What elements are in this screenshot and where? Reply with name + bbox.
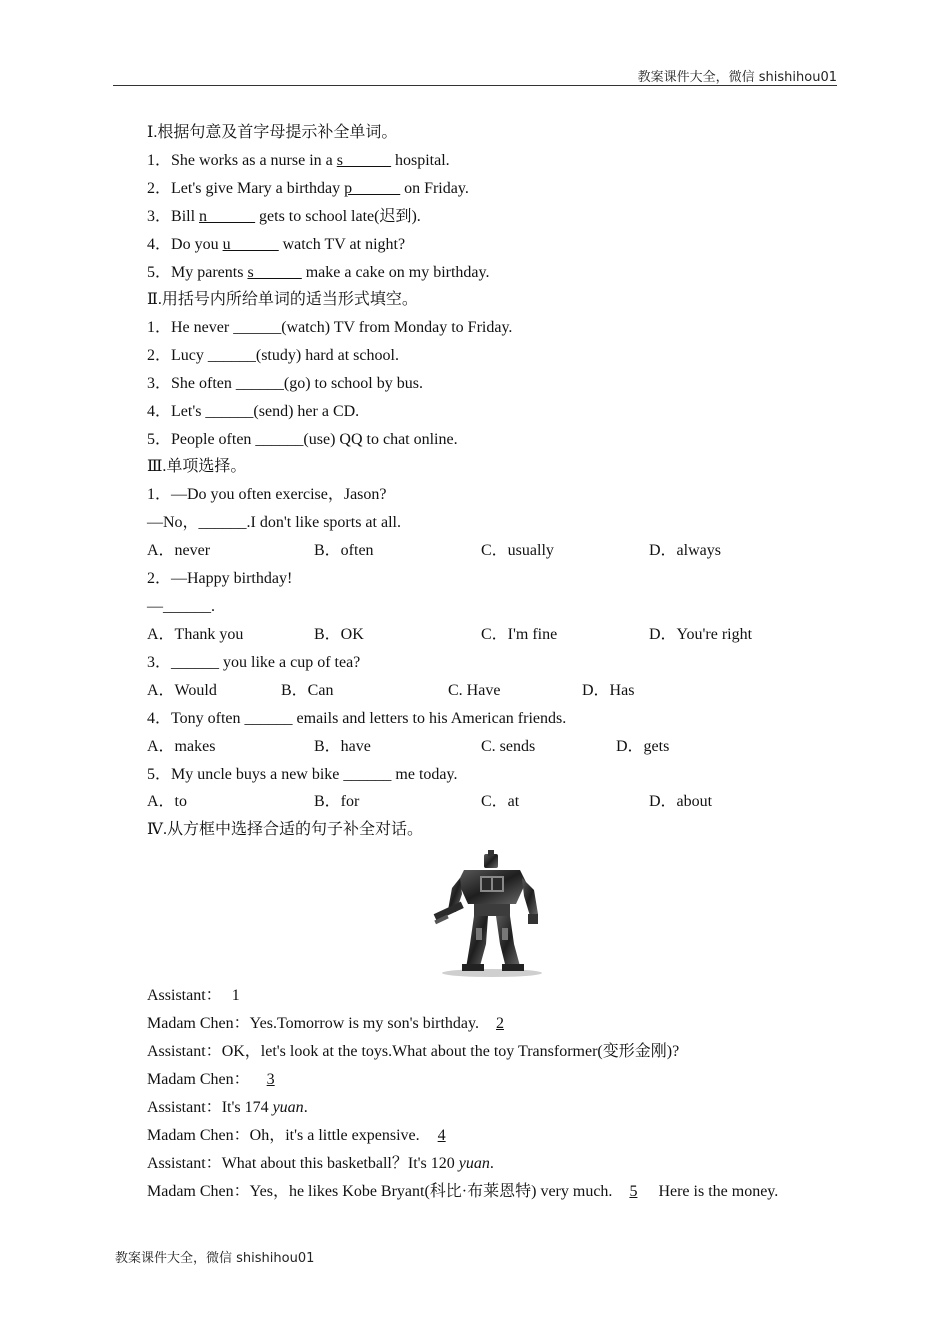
dialogue-line-4: Madam Chen： 3 bbox=[147, 1071, 275, 1088]
q2-option-b: B．OK bbox=[314, 626, 364, 643]
s2-item-4: 4．Let's ______(send) her a CD. bbox=[147, 403, 360, 420]
dialogue-line-2: Madam Chen：Yes.Tomorrow is my son's birthday. 2 bbox=[147, 1015, 504, 1032]
q1-option-b: B．often bbox=[314, 542, 374, 559]
section4-title: Ⅳ.从方框中选择合适的句子补全对话。 bbox=[147, 821, 423, 838]
s1-item-2: 2．Let's give Mary a birthday p______ on Friday. bbox=[147, 180, 469, 197]
footer-text: 教案课件大全，微信 shishihou01 bbox=[115, 1251, 315, 1266]
q3-option-a: A．Would bbox=[147, 682, 217, 699]
dialogue-line-1: Assistant： 1 bbox=[147, 987, 240, 1004]
q1-option-a: A．never bbox=[147, 542, 211, 559]
s1-item-4: 4．Do you u______ watch TV at night? bbox=[147, 236, 406, 253]
section1-title: Ⅰ.根据句意及首字母提示补全单词。 bbox=[147, 124, 398, 141]
q1-option-c: C．usually bbox=[481, 542, 554, 559]
q3-option-c: C. Have bbox=[448, 682, 501, 699]
transformer-robot-image bbox=[430, 848, 550, 978]
s1-item-3: 3．Bill n______ gets to school late(迟到). bbox=[147, 208, 421, 225]
header-rule bbox=[113, 85, 837, 86]
q5-option-a: A．to bbox=[147, 793, 188, 810]
q2-stem: 2．—Happy birthday! bbox=[147, 570, 293, 587]
section3-title: Ⅲ.单项选择。 bbox=[147, 458, 247, 475]
dialogue-line-6: Madam Chen：Oh，it's a little expensive. 4 bbox=[147, 1127, 446, 1144]
q4-option-b: B．have bbox=[314, 738, 371, 755]
q5-option-d: D．about bbox=[649, 793, 713, 810]
q2-option-a: A．Thank you bbox=[147, 626, 244, 643]
s2-item-5: 5．People often ______(use) QQ to chat online. bbox=[147, 431, 458, 448]
s1-item-1: 1．She works as a nurse in a s______ hospital. bbox=[147, 152, 450, 169]
q4-option-a: A．makes bbox=[147, 738, 216, 755]
q4-option-c: C. sends bbox=[481, 738, 536, 755]
dialogue-line-7: Assistant：What about this basketball？It's 120 yuan. bbox=[147, 1155, 494, 1172]
q1-reply: —No，______.I don't like sports at all. bbox=[147, 514, 401, 531]
section2-title: Ⅱ.用括号内所给单词的适当形式填空。 bbox=[147, 291, 418, 308]
q4-stem: 4．Tony often ______ emails and letters to his American friends. bbox=[147, 710, 567, 727]
q1-option-d: D．always bbox=[649, 542, 721, 559]
q3-option-d: D．Has bbox=[582, 682, 635, 699]
s2-item-2: 2．Lucy ______(study) hard at school. bbox=[147, 347, 399, 364]
q2-option-d: D．You're right bbox=[649, 626, 753, 643]
q3-stem: 3．______ you like a cup of tea? bbox=[147, 654, 361, 671]
q2-option-c: C．I'm fine bbox=[481, 626, 558, 643]
dialogue-line-3: Assistant：OK，let's look at the toys.What about the toy Transformer(变形金刚)? bbox=[147, 1043, 680, 1060]
dialogue-line-5: Assistant：It's 174 yuan. bbox=[147, 1099, 308, 1116]
dialogue-line-8: Madam Chen：Yes，he likes Kobe Bryant(科比·布莱恩特) very much. 5 Here is the money. bbox=[147, 1183, 779, 1200]
q1-stem: 1．—Do you often exercise，Jason? bbox=[147, 486, 387, 503]
q3-option-b: B．Can bbox=[281, 682, 334, 699]
q5-option-c: C．at bbox=[481, 793, 520, 810]
q2-reply: —______. bbox=[147, 598, 215, 615]
header-text: 教案课件大全，微信 shishihou01 bbox=[637, 70, 837, 85]
s2-item-3: 3．She often ______(go) to school by bus. bbox=[147, 375, 423, 392]
s2-item-1: 1．He never ______(watch) TV from Monday to Friday. bbox=[147, 319, 513, 336]
q4-option-d: D．gets bbox=[616, 738, 670, 755]
q5-stem: 5．My uncle buys a new bike ______ me today. bbox=[147, 766, 458, 783]
s1-item-5: 5．My parents s______ make a cake on my birthday. bbox=[147, 264, 490, 281]
q5-option-b: B．for bbox=[314, 793, 360, 810]
